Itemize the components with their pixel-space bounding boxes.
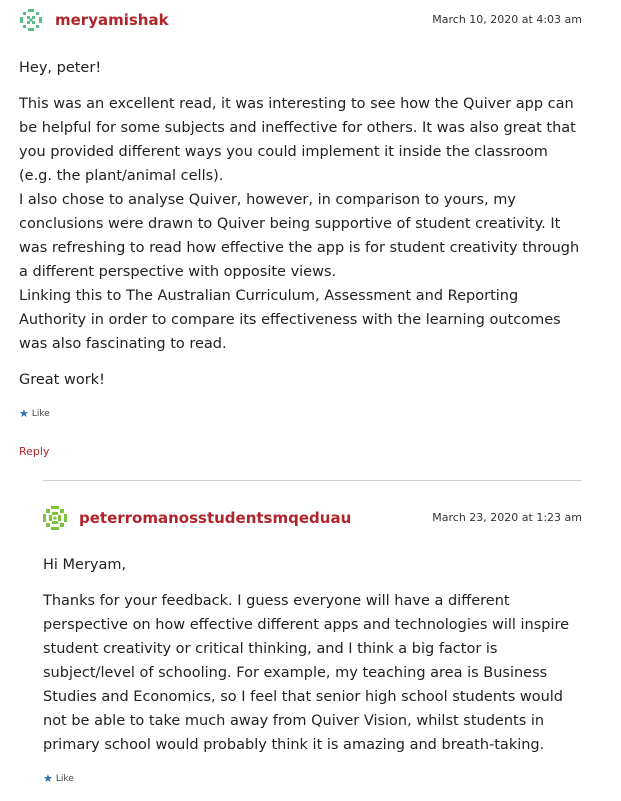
comment-paragraph: Hey, peter! xyxy=(19,60,102,76)
avatar-icon[interactable] xyxy=(19,8,43,32)
star-icon: ★ xyxy=(19,407,29,420)
comment-paragraph: This was an excellent read, it was interesting to see how the Quiver app can be helpful for some subjects and ineffective for others. It was also great that you provided different ways you could implement it inside the classroom (e.g. the plant/animal cells). xyxy=(19,96,576,184)
like-button[interactable] xyxy=(43,773,582,785)
comment-reply xyxy=(43,480,582,785)
comment-paragraph: Hi Meryam, xyxy=(43,557,127,573)
comment-paragraph: Great work! xyxy=(19,372,105,388)
reply-link[interactable]: Reply xyxy=(19,445,50,458)
comment-paragraph: I also chose to analyse Quiver, however, in comparison to yours, my conclusions were drawn to Quiver being supportive of student creativity. It was refreshing to read how effective the app is for student creativity through a different perspective with opposite views. xyxy=(19,192,580,280)
comment-date-link[interactable]: March 23, 2020 at 1:23 am xyxy=(432,511,582,524)
comment-date-link[interactable]: March 10, 2020 at 4:03 am xyxy=(432,13,582,26)
comment-author-link[interactable]: peterromanosstudentsmqeduau xyxy=(79,509,352,527)
like-label: Like xyxy=(31,409,50,419)
like-button[interactable] xyxy=(19,408,582,420)
comment-author-link[interactable]: meryamishak xyxy=(55,11,169,29)
comment-body xyxy=(43,553,582,757)
comment-paragraph: Linking this to The Australian Curriculum, Assessment and Reporting Authority in order to compare its effectiveness with the learning outcomes was also fascinating to read. xyxy=(19,288,561,352)
comment-paragraph: Thanks for your feedback. I guess everyone will have a different perspective on how effective different apps and technologies will inspire student creativity or critical thinking, and I think a big factor is subject/level of schooling. For example, my teaching area is Business Studies and Economics, so I feel that senior high school students would not be able to take much away from Quiver Vision, whilst students in primary school would probably think it is amazing and breath-taking. xyxy=(43,593,570,753)
comment-header xyxy=(19,0,582,40)
comment-header xyxy=(43,498,582,538)
comment xyxy=(19,0,582,459)
avatar-icon[interactable] xyxy=(43,506,67,530)
star-icon: ★ xyxy=(43,772,53,785)
comment-body xyxy=(19,56,582,392)
like-label: Like xyxy=(55,774,74,784)
